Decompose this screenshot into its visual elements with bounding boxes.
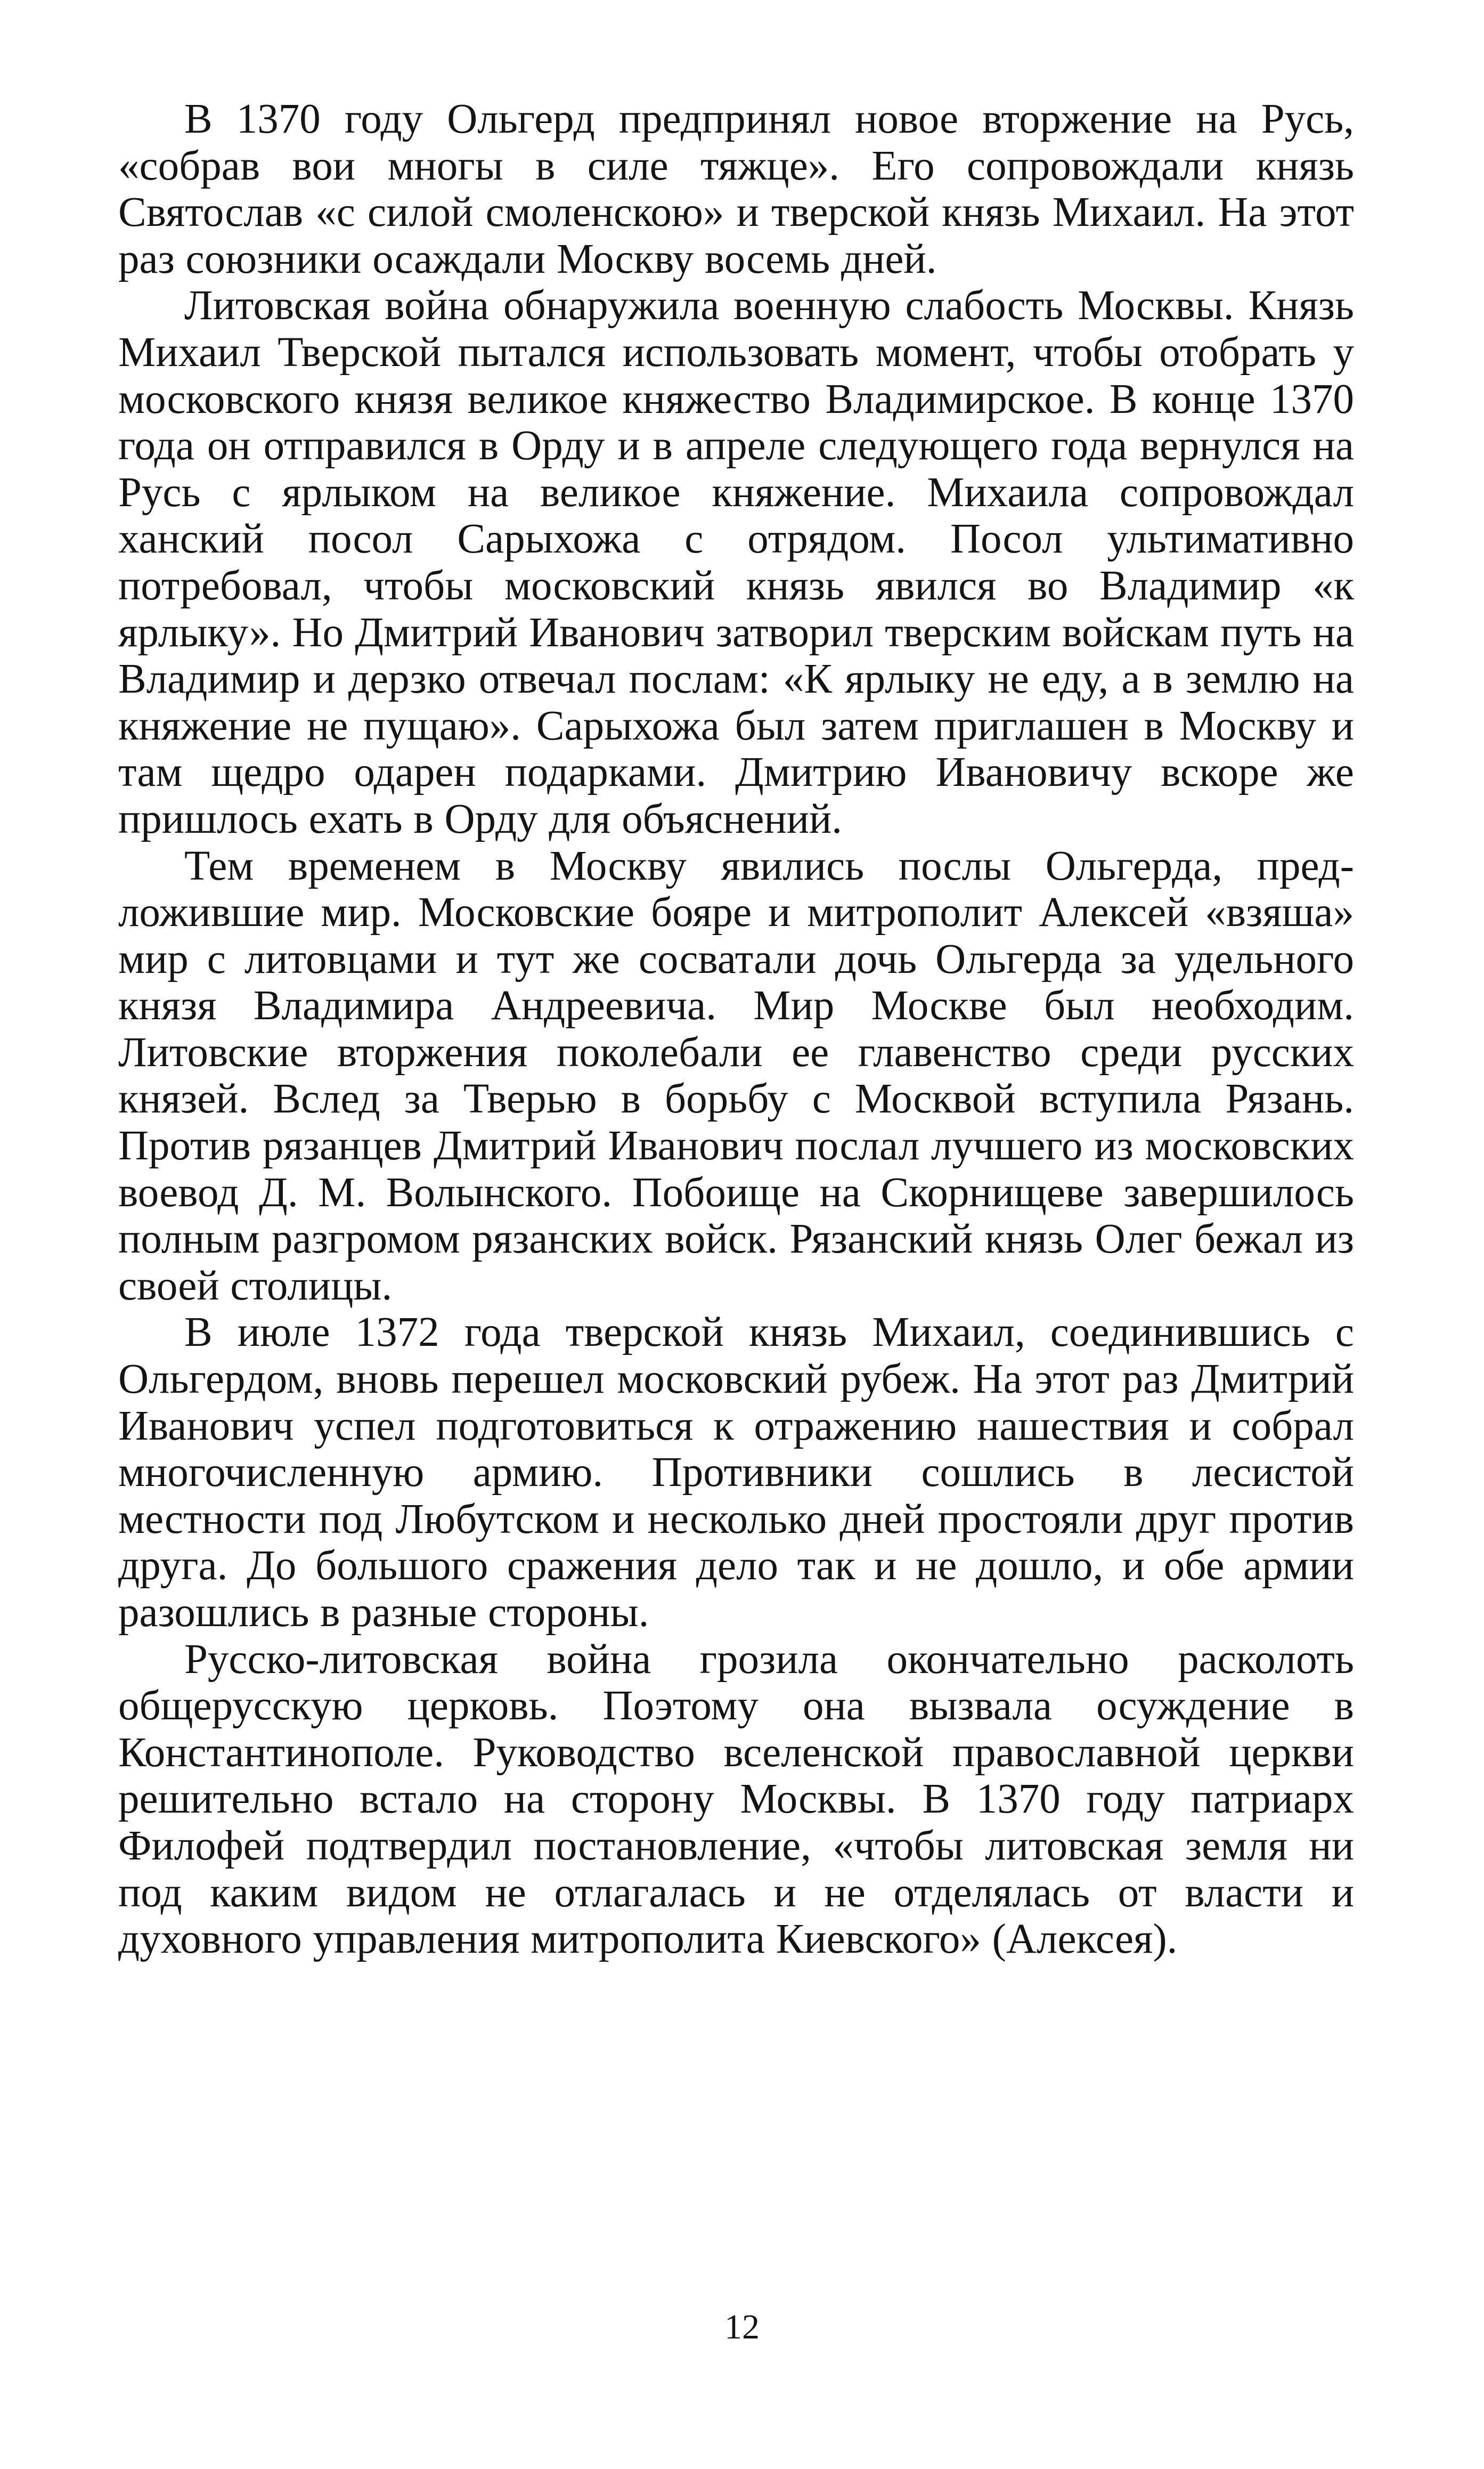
paragraph-2: Литовская война обнаружила военную слабость Москвы. Князь Михаил Тверской пытался использовать момент, чтобы отобрать у московского князя великое княжество Владимирское. В конце 1370 года он отправился в Орду и в апреле следующего года вернулся на Русь с ярлыком на великое княжение. Михаила сопровождал ханский посол Сарыхожа с отрядом. Посол ультимативно потребовал, чтобы московский князь явился во Владимир «к ярлыку». Но Дмитрий Иванович затворил тверским войскам путь на Владимир и дерзко отвечал послам: «К ярлыку не еду, а в землю на княжение не пущаю». Сарыхожа был затем приглашен в Москву и там щедро одарен подарками. Дмитрию Ивановичу вскоре же пришлось ехать в Орду для объяснений.: [118, 282, 1354, 842]
paragraph-4: В июле 1372 года тверской князь Михаил, соединившись с Ольгердом, вновь перешел московский рубеж. На этот раз Дмитрий Иванович успел подготовиться к отражению нашествия и собрал многочисленную армию. Противники сошлись в лесистой местности под Любутском и несколько дней простояли друг против друга. До большого сражения дело так и не дошло, и обе армии разошлись в разные стороны.: [118, 1309, 1354, 1636]
paragraph-3: Тем временем в Москву явились послы Ольгерда, предложившие мир. Московские бояре и митрополит Алексей «взяша» мир с литовцами и тут же сосватали дочь Ольгерда за удельного князя Владимира Андреевича. Мир Москве был необходим. Литовские вторжения поколебали ее главенство среди русских князей. Вслед за Тверью в борьбу с Москвой вступила Рязань. Против рязанцев Дмитрий Иванович послал лучшего из московских воевод Д. М. Волынского. Побоище на Скорнищеве завершилось полным разгромом рязанских войск. Рязанский князь Олег бежал из своей столицы.: [118, 842, 1354, 1309]
paragraph-5: Русско-литовская война грозила окончательно расколоть общерусскую церковь. Поэтому она вызвала осуждение в Константинополе. Руководство вселенской православной церкви решительно встало на сторону Москвы. В 1370 году патриарх Филофей подтвердил постановление, «чтобы литовская земля ни под каким видом не отлагалась и не отделялась от власти и духовного управления митрополита Киевского» (Алексея).: [118, 1636, 1354, 1963]
page-number: 12: [724, 2308, 760, 2346]
page-body: [118, 96, 1354, 2387]
paragraph-1: В 1370 году Ольгерд предпринял новое вторжение на Русь, «собрав вои многы в силе тяжце». Его сопровождали князь Святослав «с силой смоленскою» и тверской князь Михаил. На этот раз союзники осаждали Москву восемь дней.: [118, 96, 1354, 282]
